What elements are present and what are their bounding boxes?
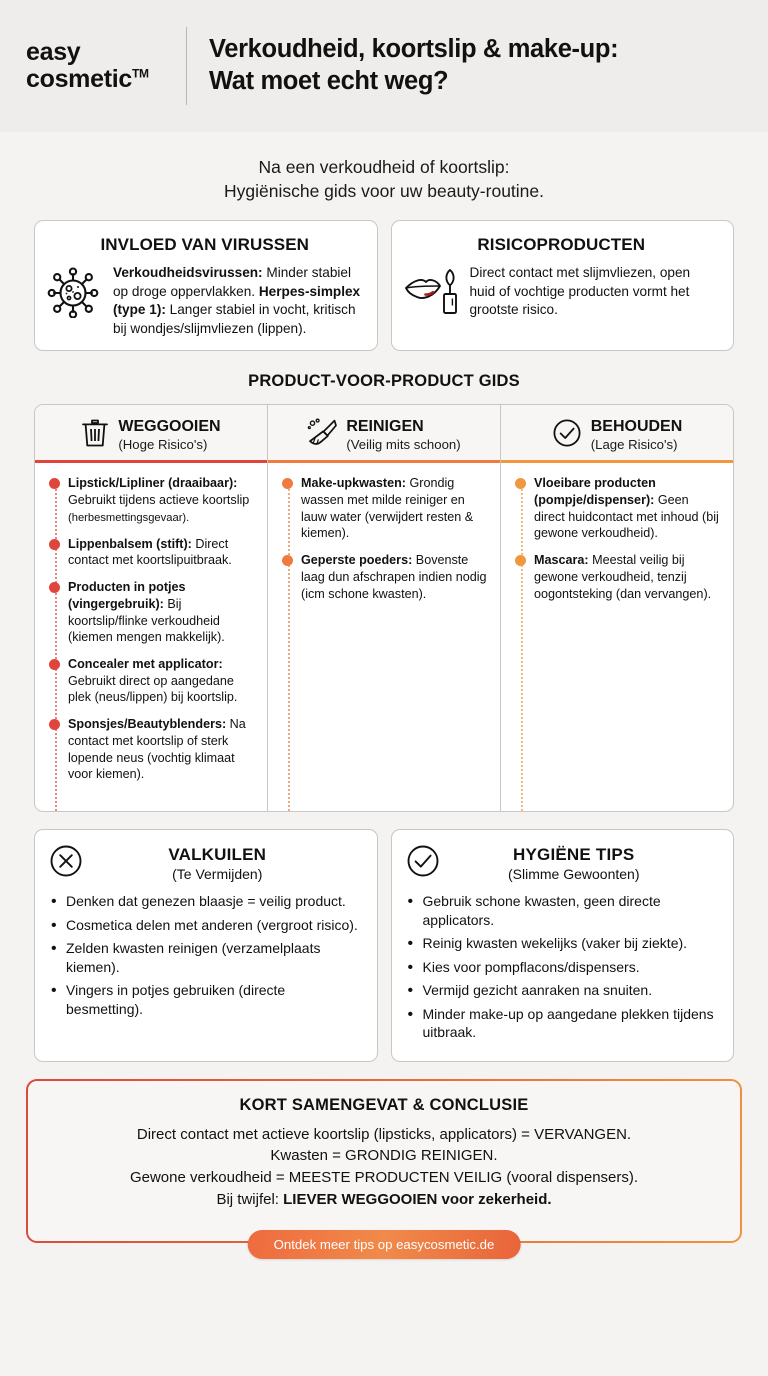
trash-icon (81, 418, 109, 453)
virus-term-2: Herpes-simplex (type 1): (113, 283, 361, 318)
list-item: • Cosmetica delen met anderen (vergroot risico). (48, 916, 363, 934)
item-desc: Grondig wassen met milde reiniger en lauw water (verwijdert resten & kiemen). (301, 476, 474, 541)
guide-item (46, 579, 256, 646)
bullet-dot (49, 582, 60, 593)
column-title: BEHOUDEN (590, 418, 683, 436)
bullet-dot (515, 478, 526, 489)
guide-item (46, 656, 256, 706)
x-circle-icon (48, 843, 84, 884)
item-desc: Meestal veilig bij gewone verkoudheid, tenzij oogontsteking (dan vervangen). (534, 553, 712, 601)
virus-desc-1: Minder stabiel op droge oppervlakken. (113, 265, 351, 299)
virus-term-1: Verkoudheidsvirussen: (113, 265, 263, 281)
bottom-cards-row (0, 812, 768, 1061)
guide-header-row (35, 405, 733, 463)
conclusion-box (26, 1079, 742, 1243)
item-term: Producten in potjes (vingergebruik): (68, 580, 186, 611)
bullet-dot (49, 659, 60, 670)
guide-column-behouden (501, 463, 733, 811)
check-circle-icon (552, 418, 582, 453)
item-term: Vloeibare producten (pompje/dispenser): (534, 476, 656, 507)
guide-item (512, 475, 722, 542)
card-invloed-van-virussen (34, 220, 378, 351)
guide-item (46, 475, 256, 525)
item-term: Lipstick/Lipliner (draaibaar): (68, 476, 238, 491)
card-title: RISICOPRODUCTEN (477, 235, 646, 255)
list-item: • Gebruik schone kwasten, geen directe applicators. (405, 892, 720, 929)
page-title-line-2: Wat moet echt weg? (209, 67, 449, 95)
conclusion-line-1: Direct contact met actieve koortslip (lipsticks, applicators) = VERVANGEN. (136, 1125, 632, 1143)
trademark-symbol: TM (132, 66, 149, 81)
conclusion-line-4-prefix: Bij twijfel: (216, 1190, 284, 1208)
item-term: Geperste poeders: (301, 553, 413, 568)
guide-item (279, 552, 489, 602)
risico-desc: Direct contact met slijmvliezen, open huid of vochtige producten vormt het grootste risico. (469, 265, 691, 318)
item-desc: Bovenste laag dun afschrapen indien nodig (icm schone kwasten). (301, 553, 487, 601)
guide-item (46, 536, 256, 569)
card-title: INVLOED VAN VIRUSSEN (100, 235, 310, 255)
card-body-text (113, 264, 363, 338)
card-subtitle: (Te Vermijden) (172, 865, 263, 882)
item-term: Concealer met applicator: (68, 656, 223, 671)
valkuilen-list (48, 892, 363, 1018)
list-item: • Kies voor pompflacons/dispensers. (405, 958, 720, 976)
bullet-dot (49, 539, 60, 550)
guide-column-header-behouden (501, 405, 733, 463)
guide-column-reinigen (268, 463, 501, 811)
guide-body-row (35, 463, 733, 811)
item-desc: Direct contact met koortslipuitbraak. (68, 536, 232, 568)
bullet-dot (282, 555, 293, 566)
list-item: • Denken dat genezen blaasje = veilig product. (48, 892, 363, 910)
guide-column-weggooien (35, 463, 268, 811)
brand-logo (26, 39, 178, 93)
conclusion-line-3: Gewone verkoudheid = MEESTE PRODUCTEN VEILIG (vooral dispensers). (129, 1169, 639, 1186)
card-valkuilen (34, 829, 378, 1061)
product-guide-table (34, 404, 734, 812)
conclusion-section (26, 1079, 742, 1252)
card-title: HYGIËNE TIPS (513, 845, 635, 865)
bullet-dot (49, 719, 60, 730)
card-subtitle: (Slimme Gewoonten) (508, 865, 640, 882)
conclusion-line-2: Kwasten = GRONDIG REINIGEN. (270, 1147, 498, 1165)
item-desc: Gebruikt tijdens actieve koortslip (68, 492, 250, 507)
list-item: • Minder make-up op aangedane plekken tijdens uitbraak. (405, 1005, 720, 1042)
list-item: • Reinig kwasten wekelijks (vaker bij ziekte). (405, 934, 720, 952)
subtitle (0, 132, 768, 220)
item-term: Lippenbalsem (stift): (68, 536, 192, 551)
cta-badge[interactable]: Ontdek meer tips op easycosmetic.de (248, 1230, 521, 1259)
hygiene-tips-list (405, 892, 720, 1041)
virus-icon (47, 264, 103, 323)
card-title: VALKUILEN (168, 845, 267, 865)
header-divider (186, 27, 187, 105)
column-subtitle: (Veilig mits schoon) (346, 437, 461, 453)
guide-item (512, 552, 722, 602)
guide-section-title: PRODUCT-VOOR-PRODUCT GIDS (248, 372, 520, 391)
header (0, 0, 768, 132)
subtitle-line-2: Hygiënische gids voor uw beauty-routine. (223, 181, 545, 202)
brush-icon (307, 418, 337, 453)
guide-item (46, 716, 256, 783)
conclusion-line-4-bold: LIEVER WEGGOOIEN voor zekerheid. (283, 1190, 552, 1208)
bullet-dot (49, 478, 60, 489)
top-cards-row (0, 220, 768, 351)
item-desc: Gebruikt direct op aangedane plek (neus/lippen) bij koortslip. (68, 673, 238, 705)
column-subtitle: (Hoge Risico's) (118, 437, 208, 453)
item-desc: Na contact met koortslip of sterk lopende neus (vochtig klimaat voor kiemen). (68, 717, 246, 782)
check-circle-icon (405, 843, 441, 884)
list-item: • Vermijd gezicht aanraken na snuiten. (405, 981, 720, 999)
column-title: WEGGOOIEN (118, 418, 221, 436)
item-term: Make-upkwasten: (301, 476, 406, 491)
column-title: REINIGEN (346, 418, 424, 436)
list-item: • Vingers in potjes gebruiken (directe besmetting). (48, 981, 363, 1018)
conclusion-title: KORT SAMENGEVAT & CONCLUSIE (239, 1095, 529, 1114)
subtitle-line-1: Na een verkoudheid of koortslip: (258, 157, 510, 177)
column-subtitle: (Lage Risico's) (590, 437, 678, 453)
card-body-text (470, 264, 720, 319)
item-desc: Geen direct huidcontact met inhoud (bij gewone verkoudheid). (534, 492, 719, 541)
conclusion-line-4 (50, 1189, 718, 1211)
item-note: (herbesmettingsgevaar). (68, 511, 190, 524)
virus-desc-2: Langer stabiel in vocht, kritisch bij wondjes/slijmvliezen (lippen). (113, 302, 356, 336)
lips-applicator-icon (404, 264, 460, 321)
bullet-dot (515, 555, 526, 566)
page-title-line-1: Verkoudheid, koortslip & make-up: (209, 35, 619, 64)
card-risicoproducten (391, 220, 735, 351)
item-term: Mascara: (534, 553, 589, 568)
brand-line-2: cosmetic™ (26, 65, 149, 93)
guide-item (279, 475, 489, 542)
page-title (209, 34, 618, 97)
guide-column-header-weggooien (35, 405, 268, 463)
item-term: Sponsjes/Beautyblenders: (68, 717, 227, 732)
bullet-dot (282, 478, 293, 489)
item-desc: Bij koortslip/flinke verkoudheid (kiemen mengen makkelijk). (68, 596, 225, 645)
list-item: • Zelden kwasten reinigen (verzamelplaats kiemen). (48, 939, 363, 976)
guide-column-header-reinigen (268, 405, 501, 463)
card-hygiene-tips (391, 829, 735, 1061)
brand-line-1: easy (26, 38, 81, 66)
